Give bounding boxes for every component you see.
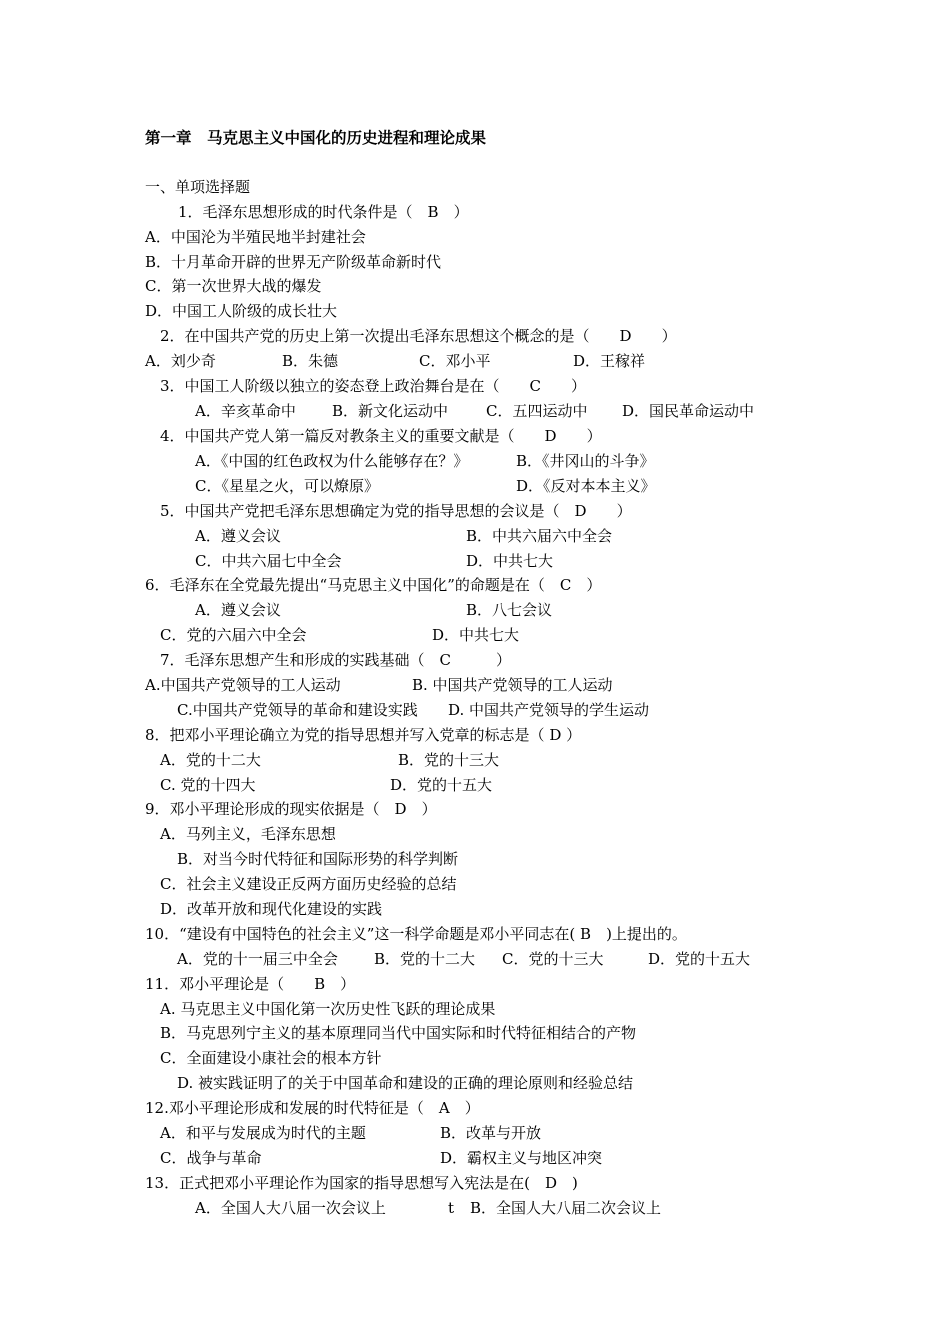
- q5-option-c: C．中共六届七中全会: [195, 552, 342, 570]
- q12-option-a: A．和平与发展成为时代的主题: [160, 1124, 366, 1142]
- q2-option-b: B．朱德: [282, 352, 339, 370]
- q8-option-a: A．党的十二大: [160, 751, 261, 769]
- q7-option-c: C.中国共产党领导的革命和建设实践: [177, 701, 418, 719]
- q10-option-d: D．党的十五大: [648, 950, 751, 968]
- q9-option-b: B．对当今时代特征和国际形势的科学判断: [177, 850, 459, 868]
- q11-option-c: C．全面建设小康社会的根本方针: [160, 1049, 382, 1067]
- question-9: 9．邓小平理论形成的现实依据是（ D ）: [145, 800, 437, 818]
- chapter-title: 第一章 马克思主义中国化的历史进程和理论成果: [145, 128, 487, 147]
- question-6: 6．毛泽东在全党最先提出“马克思主义中国化”的命题是在（ C ）: [145, 576, 602, 594]
- q9-option-a: A．马列主义，毛泽东思想: [160, 825, 336, 843]
- q4-option-c: C．《星星之火，可以燎原》: [195, 477, 379, 495]
- q12-option-b: B．改革与开放: [440, 1124, 542, 1142]
- q9-option-c: C．社会主义建设正反两方面历史经验的总结: [160, 875, 457, 893]
- q9-option-d: D．改革开放和现代化建设的实践: [160, 900, 383, 918]
- q1-option-c: C．第一次世界大战的爆发: [145, 277, 322, 295]
- q11-option-b: B．马克思列宁主义的基本原理同当代中国实际和时代特征相结合的产物: [160, 1024, 637, 1042]
- q5-option-d: D．中共七大: [466, 552, 554, 570]
- q8-option-d: D．党的十五大: [390, 776, 493, 794]
- q10-option-b: B．党的十二大: [374, 950, 476, 968]
- question-8: 8．把邓小平理论确立为党的指导思想并写入党章的标志是（ D ）: [145, 726, 582, 744]
- q3-option-c: C．五四运动中: [486, 402, 588, 420]
- q1-option-d: D．中国工人阶级的成长壮大: [145, 302, 338, 320]
- q6-option-d: D．中共七大: [432, 626, 520, 644]
- q10-option-a: A．党的十一届三中全会: [177, 950, 338, 968]
- q6-option-b: B．八七会议: [466, 601, 553, 619]
- q13-option-a: A．全国人大八届一次会议上: [195, 1199, 386, 1217]
- stray-character: t: [448, 1199, 455, 1217]
- question-3: 3．中国工人阶级以独立的姿态登上政治舞台是在（ C ）: [160, 377, 587, 395]
- q12-option-d: D．霸权主义与地区冲突: [440, 1149, 603, 1167]
- q8-option-b: B．党的十三大: [398, 751, 500, 769]
- q5-option-a: A．遵义会议: [195, 527, 281, 545]
- q7-option-b: B. 中国共产党领导的工人运动: [412, 676, 613, 694]
- q11-option-d: D. 被实践证明了的关于中国革命和建设的正确的理论原则和经验总结: [177, 1074, 634, 1092]
- q10-option-c: C．党的十三大: [502, 950, 604, 968]
- q4-option-b: B．《井冈山的斗争》: [516, 452, 655, 470]
- q3-option-d: D．国民革命运动中: [622, 402, 755, 420]
- q1-option-a: A．中国沦为半殖民地半封建社会: [145, 228, 366, 246]
- q3-option-a: A．辛亥革命中: [195, 402, 296, 420]
- q12-option-c: C．战争与革命: [160, 1149, 262, 1167]
- q7-option-d: D. 中国共产党领导的学生运动: [448, 701, 650, 719]
- question-5: 5．中国共产党把毛泽东思想确定为党的指导思想的会议是（ D ）: [160, 502, 632, 520]
- q2-option-a: A．刘少奇: [145, 352, 216, 370]
- question-7: 7．毛泽东思想产生和形成的实践基础（ C ）: [160, 651, 512, 669]
- q2-option-d: D．王稼祥: [573, 352, 646, 370]
- question-4: 4．中国共产党人第一篇反对教条主义的重要文献是（ D ）: [160, 427, 602, 445]
- question-10: 10．“建设有中国特色的社会主义”这一科学命题是邓小平同志在( B )上提出的。: [145, 925, 687, 943]
- q7-option-a: A.中国共产党领导的工人运动: [145, 676, 341, 694]
- question-11: 11．邓小平理论是（ B ）: [145, 975, 356, 993]
- section-heading: 一、单项选择题: [145, 178, 251, 196]
- q11-option-a: A. 马克思主义中国化第一次历史性飞跃的理论成果: [160, 1000, 496, 1018]
- q4-option-a: A．《中国的红色政权为什么能够存在？》: [195, 452, 469, 470]
- q8-option-c: C. 党的十四大: [160, 776, 256, 794]
- question-12: 12.邓小平理论形成和发展的时代特征是（ A ）: [145, 1099, 480, 1117]
- q4-option-d: D．《反对本本主义》: [516, 477, 656, 495]
- q1-option-b: B．十月革命开辟的世界无产阶级革命新时代: [145, 253, 442, 271]
- q2-option-c: C．邓小平: [419, 352, 491, 370]
- q3-option-b: B．新文化运动中: [332, 402, 449, 420]
- question-13: 13．正式把邓小平理论作为国家的指导思想写入宪法是在( D ): [145, 1174, 578, 1192]
- question-1: 1．毛泽东思想形成的时代条件是（ B ）: [178, 203, 469, 221]
- q6-option-c: C．党的六届六中全会: [160, 626, 307, 644]
- q5-option-b: B．中共六届六中全会: [466, 527, 613, 545]
- q6-option-a: A．遵义会议: [195, 601, 281, 619]
- q13-option-b: B．全国人大八届二次会议上: [470, 1199, 662, 1217]
- question-2: 2．在中国共产党的历史上第一次提出毛泽东思想这个概念的是（ D ）: [160, 327, 677, 345]
